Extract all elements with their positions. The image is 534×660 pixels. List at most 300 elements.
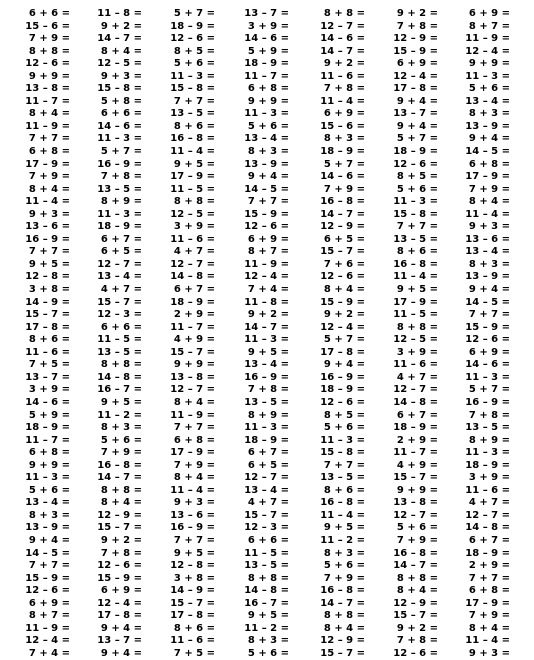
math-problem: 15 – 9 = [320, 296, 365, 308]
math-problem: 14 – 8 = [244, 585, 289, 597]
math-problem: 8 + 3 = [323, 547, 365, 559]
math-problem: 15 – 8 = [393, 208, 438, 220]
math-problem: 8 + 6 = [28, 334, 70, 346]
math-problem: 11 – 9 = [170, 409, 215, 421]
math-problem: 17 – 8 = [97, 610, 142, 622]
math-problem: 7 + 8 = [100, 547, 142, 559]
math-problem: 8 + 9 = [100, 196, 142, 208]
math-problem: 18 – 9 = [170, 20, 215, 32]
math-problem: 13 – 8 = [393, 497, 438, 509]
math-problem: 15 – 7 = [320, 647, 365, 659]
math-problem: 13 – 5 = [170, 108, 215, 120]
math-problem: 12 – 9 = [97, 509, 142, 521]
math-problem: 6 + 9 = [323, 108, 365, 120]
math-problem: 6 + 8 = [247, 83, 289, 95]
math-problem: 18 – 9 = [244, 58, 289, 70]
problem-column-4 [213, 8, 289, 660]
math-problem: 8 + 3 = [100, 422, 142, 434]
math-problem: 12 – 8 = [25, 271, 70, 283]
math-problem: 11 – 6 = [25, 346, 70, 358]
math-problem: 9 + 5 = [396, 284, 438, 296]
math-problem: 8 + 8 = [28, 45, 70, 57]
math-problem: 6 + 7 = [396, 409, 438, 421]
math-problem: 12 – 9 = [320, 635, 365, 647]
math-problem: 8 + 3 = [468, 108, 510, 120]
math-problem: 9 + 3 = [100, 70, 142, 82]
math-problem: 8 + 7 = [468, 20, 510, 32]
math-problem: 15 – 7 = [97, 522, 142, 534]
math-problem: 13 – 9 = [465, 120, 510, 132]
math-problem: 9 + 4 = [247, 171, 289, 183]
math-problem: 11 – 4 = [320, 509, 365, 521]
math-problem: 6 + 6 = [247, 534, 289, 546]
math-problem: 15 – 7 = [393, 610, 438, 622]
math-problem: 7 + 4 = [28, 647, 70, 659]
math-problem: 12 – 7 = [170, 384, 215, 396]
math-problem: 11 – 3 = [393, 196, 438, 208]
math-problem: 8 + 7 = [28, 610, 70, 622]
math-problem: 5 + 7 = [396, 133, 438, 145]
math-problem: 8 + 6 = [323, 484, 365, 496]
math-problem: 13 – 5 = [244, 396, 289, 408]
math-problem: 8 + 4 = [100, 45, 142, 57]
math-problem: 2 + 9 = [468, 560, 510, 572]
math-problem: 9 + 2 = [323, 58, 365, 70]
math-problem: 9 + 9 = [396, 484, 438, 496]
math-problem: 12 – 4 = [25, 635, 70, 647]
math-problem: 12 – 8 = [170, 560, 215, 572]
math-problem: 11 – 4 = [170, 484, 215, 496]
math-problem: 13 – 4 = [465, 95, 510, 107]
math-problem: 15 – 9 = [465, 321, 510, 333]
math-problem: 14 – 6 = [320, 171, 365, 183]
math-problem: 8 + 4 = [323, 284, 365, 296]
math-problem: 4 + 7 = [468, 497, 510, 509]
math-problem: 9 + 4 = [468, 284, 510, 296]
math-problem: 18 – 9 = [465, 459, 510, 471]
math-problem: 8 + 5 = [323, 409, 365, 421]
math-problem: 6 + 7 = [100, 233, 142, 245]
math-problem: 17 – 9 = [465, 171, 510, 183]
math-problem: 5 + 7 = [323, 158, 365, 170]
math-problem: 12 – 7 = [320, 20, 365, 32]
math-problem: 12 – 5 = [393, 334, 438, 346]
math-problem: 7 + 9 = [100, 447, 142, 459]
math-problem: 9 + 2 = [100, 20, 142, 32]
math-problem: 11 – 3 = [465, 447, 510, 459]
math-problem: 16 – 8 = [170, 133, 215, 145]
math-problem: 17 – 8 = [25, 321, 70, 333]
math-problem: 11 – 2 = [244, 622, 289, 634]
math-problem: 15 – 7 = [320, 246, 365, 258]
math-problem: 7 + 7 = [173, 95, 215, 107]
math-problem: 11 – 5 = [244, 547, 289, 559]
math-problem: 6 + 8 = [173, 434, 215, 446]
math-problem: 15 – 9 = [25, 572, 70, 584]
math-problem: 5 + 6 = [247, 120, 289, 132]
math-problem: 16 – 8 = [320, 497, 365, 509]
math-problem: 11 – 7 = [25, 434, 70, 446]
math-problem: 16 – 8 = [393, 258, 438, 270]
math-problem: 8 + 3 = [323, 133, 365, 145]
math-problem: 14 – 5 = [25, 547, 70, 559]
math-problem: 13 – 7 = [393, 108, 438, 120]
math-problem: 6 + 8 = [468, 585, 510, 597]
math-problem: 5 + 9 = [28, 409, 70, 421]
math-problem: 9 + 9 = [28, 459, 70, 471]
math-problem: 12 – 7 = [170, 258, 215, 270]
math-problem: 11 – 8 = [97, 8, 142, 19]
math-problem: 9 + 5 = [247, 346, 289, 358]
math-problem: 8 + 7 = [247, 246, 289, 258]
math-problem: 6 + 9 = [468, 346, 510, 358]
math-problem: 14 – 7 = [320, 208, 365, 220]
math-problem: 8 + 4 = [396, 585, 438, 597]
math-problem: 9 + 4 = [323, 359, 365, 371]
math-problem: 9 + 3 = [468, 221, 510, 233]
math-problem: 18 – 9 = [320, 384, 365, 396]
math-problem: 15 – 7 = [393, 472, 438, 484]
math-problem: 9 + 5 = [173, 547, 215, 559]
math-problem: 16 – 7 = [97, 384, 142, 396]
math-problem: 8 + 8 = [396, 572, 438, 584]
math-problem: 8 + 4 = [100, 497, 142, 509]
math-problem: 8 + 3 = [247, 635, 289, 647]
math-problem: 15 – 9 = [97, 572, 142, 584]
math-problem: 14 – 7 = [320, 597, 365, 609]
math-problem: 18 – 9 = [170, 296, 215, 308]
math-problem: 8 + 3 = [247, 146, 289, 158]
math-problem: 7 + 8 = [247, 384, 289, 396]
math-problem: 7 + 8 = [468, 409, 510, 421]
math-problem: 18 – 9 = [25, 422, 70, 434]
problem-column-5 [289, 8, 365, 660]
math-problem: 18 – 9 = [393, 422, 438, 434]
math-problem: 8 + 8 = [323, 8, 365, 19]
math-problem: 8 + 4 = [468, 196, 510, 208]
math-problem: 9 + 5 = [323, 522, 365, 534]
math-problem: 11 – 4 = [320, 95, 365, 107]
math-problem: 7 + 7 = [28, 560, 70, 572]
math-problem: 9 + 3 = [173, 497, 215, 509]
math-problem: 13 – 7 = [25, 371, 70, 383]
math-problem: 11 – 3 = [25, 472, 70, 484]
math-problem: 11 – 6 = [393, 359, 438, 371]
math-problem: 6 + 5 = [247, 459, 289, 471]
math-problem: 2 + 9 = [396, 434, 438, 446]
math-problem: 15 – 7 = [170, 346, 215, 358]
math-problem: 2 + 9 = [173, 309, 215, 321]
math-problem: 6 + 9 = [396, 58, 438, 70]
math-problem: 15 – 7 = [97, 296, 142, 308]
math-problem: 18 – 9 = [320, 146, 365, 158]
math-problem: 13 – 5 = [97, 346, 142, 358]
math-problem: 12 – 5 = [170, 208, 215, 220]
math-problem: 13 – 9 = [465, 271, 510, 283]
math-problem: 9 + 4 = [100, 647, 142, 659]
math-problem: 7 + 7 = [173, 422, 215, 434]
math-problem: 5 + 8 = [100, 95, 142, 107]
math-problem: 4 + 9 = [173, 334, 215, 346]
math-problem: 11 – 3 = [244, 334, 289, 346]
math-problem: 13 – 9 = [25, 522, 70, 534]
math-problem: 3 + 9 = [247, 20, 289, 32]
math-problem: 5 + 6 = [247, 647, 289, 659]
math-problem: 13 – 7 = [244, 8, 289, 19]
math-problem: 12 – 4 = [97, 597, 142, 609]
math-problem: 13 – 5 = [244, 560, 289, 572]
problem-column-6 [362, 8, 438, 660]
math-problem: 7 + 8 = [396, 20, 438, 32]
math-problem: 14 – 6 = [320, 33, 365, 45]
math-problem: 16 – 9 = [170, 522, 215, 534]
math-problem: 13 – 6 = [170, 509, 215, 521]
math-problem: 6 + 5 = [100, 246, 142, 258]
math-problem: 9 + 9 = [28, 70, 70, 82]
math-problem: 7 + 9 = [323, 183, 365, 195]
math-problem: 11 – 3 = [320, 434, 365, 446]
math-problem: 9 + 4 = [100, 622, 142, 634]
problem-column-2 [66, 8, 142, 660]
math-problem: 5 + 6 = [323, 422, 365, 434]
math-problem: 11 – 3 = [465, 70, 510, 82]
math-problem: 11 – 8 = [244, 296, 289, 308]
math-problem: 14 – 6 = [97, 120, 142, 132]
math-problem: 11 – 5 = [97, 334, 142, 346]
math-problem: 9 + 5 = [173, 158, 215, 170]
math-problem: 7 + 7 = [28, 133, 70, 145]
math-problem: 9 + 2 = [100, 534, 142, 546]
math-problem: 6 + 8 = [28, 447, 70, 459]
math-problem: 11 – 7 = [170, 321, 215, 333]
math-problem: 7 + 9 = [28, 33, 70, 45]
math-problem: 14 – 7 = [97, 472, 142, 484]
math-problem: 7 + 9 = [323, 572, 365, 584]
math-problem: 5 + 6 = [323, 560, 365, 572]
math-problem: 14 – 6 = [25, 396, 70, 408]
math-problem: 11 – 3 = [97, 208, 142, 220]
math-problem: 13 – 7 = [97, 635, 142, 647]
math-problem: 6 + 6 = [28, 8, 70, 19]
math-problem: 6 + 9 = [247, 233, 289, 245]
math-problem: 11 – 7 = [393, 447, 438, 459]
math-problem: 9 + 5 = [28, 258, 70, 270]
math-problem: 6 + 6 = [100, 321, 142, 333]
math-problem: 8 + 8 = [396, 321, 438, 333]
math-problem: 9 + 4 = [396, 120, 438, 132]
math-problem: 9 + 9 = [173, 359, 215, 371]
math-problem: 11 – 9 = [25, 120, 70, 132]
math-problem: 8 + 4 = [28, 108, 70, 120]
math-problem: 8 + 4 = [323, 622, 365, 634]
math-problem: 7 + 5 = [28, 359, 70, 371]
math-problem: 12 – 7 = [244, 472, 289, 484]
math-problem: 16 – 7 = [244, 597, 289, 609]
math-problem: 14 – 8 = [170, 271, 215, 283]
math-problem: 8 + 6 = [173, 622, 215, 634]
math-problem: 13 – 4 = [97, 271, 142, 283]
math-problem: 5 + 6 = [396, 522, 438, 534]
math-problem: 8 + 8 = [247, 572, 289, 584]
math-problem: 3 + 9 = [173, 221, 215, 233]
math-problem: 13 – 4 = [244, 484, 289, 496]
math-problem: 18 – 9 = [393, 146, 438, 158]
math-problem: 14 – 5 = [465, 296, 510, 308]
math-problem: 11 – 5 = [393, 309, 438, 321]
math-problem: 14 – 6 = [465, 359, 510, 371]
math-problem: 15 – 7 = [244, 509, 289, 521]
math-problem: 16 – 8 = [320, 196, 365, 208]
math-problem: 6 + 9 = [28, 597, 70, 609]
math-problem: 4 + 7 = [247, 497, 289, 509]
math-problem: 11 – 3 = [465, 371, 510, 383]
math-problem: 13 – 6 = [465, 233, 510, 245]
math-problem: 12 – 3 = [97, 309, 142, 321]
math-problem: 5 + 6 = [468, 83, 510, 95]
math-problem: 12 – 6 = [25, 58, 70, 70]
math-problem: 14 – 8 = [393, 396, 438, 408]
math-problem: 15 – 9 = [393, 45, 438, 57]
math-problem: 7 + 9 = [468, 183, 510, 195]
math-problem: 18 – 9 = [244, 434, 289, 446]
math-problem: 7 + 4 = [247, 284, 289, 296]
math-problem: 11 – 4 = [25, 196, 70, 208]
math-problem: 14 – 7 = [393, 560, 438, 572]
math-problem: 9 + 5 = [100, 396, 142, 408]
math-problem: 12 – 6 = [393, 647, 438, 659]
math-problem: 11 – 3 = [97, 133, 142, 145]
math-problem: 12 – 6 = [244, 221, 289, 233]
math-problem: 14 – 8 = [465, 522, 510, 534]
math-problem: 8 + 9 = [468, 434, 510, 446]
math-problem: 9 + 5 = [247, 610, 289, 622]
math-problem: 13 – 8 = [25, 83, 70, 95]
math-problem: 8 + 4 = [173, 472, 215, 484]
math-problem: 12 – 4 = [320, 321, 365, 333]
math-problem: 9 + 9 = [468, 58, 510, 70]
math-problem: 15 – 8 = [170, 83, 215, 95]
math-problem: 3 + 8 = [28, 284, 70, 296]
math-problem: 11 – 2 = [320, 534, 365, 546]
math-problem: 16 – 9 = [244, 371, 289, 383]
math-problem: 14 – 6 = [244, 33, 289, 45]
math-problem: 5 + 6 = [396, 183, 438, 195]
math-problem: 11 – 6 = [170, 233, 215, 245]
math-problem: 11 – 4 = [170, 146, 215, 158]
math-problem: 13 – 4 = [465, 246, 510, 258]
math-problem: 8 + 6 = [173, 120, 215, 132]
math-problem: 14 – 7 = [97, 33, 142, 45]
math-problem: 7 + 7 = [173, 534, 215, 546]
math-problem: 6 + 9 = [468, 8, 510, 19]
math-problem: 15 – 7 = [170, 597, 215, 609]
math-problem: 11 – 3 = [170, 70, 215, 82]
math-problem: 13 – 9 = [244, 158, 289, 170]
math-problem: 16 – 8 = [97, 459, 142, 471]
math-problem: 8 + 4 = [468, 622, 510, 634]
math-problem: 13 – 8 = [170, 371, 215, 383]
math-problem: 5 + 9 = [247, 45, 289, 57]
math-problem: 15 – 8 = [97, 83, 142, 95]
math-problem: 12 – 7 = [97, 258, 142, 270]
math-problem: 7 + 5 = [173, 647, 215, 659]
math-problem: 17 – 8 = [393, 83, 438, 95]
math-problem: 9 + 2 = [323, 309, 365, 321]
math-problem: 7 + 7 = [468, 309, 510, 321]
math-problem: 6 + 6 = [100, 108, 142, 120]
math-problem: 14 – 8 = [97, 371, 142, 383]
math-problem: 11 – 4 = [465, 208, 510, 220]
math-problem: 9 + 3 = [468, 647, 510, 659]
math-problem: 11 – 7 = [25, 95, 70, 107]
math-problem: 12 – 4 = [244, 271, 289, 283]
math-problem: 12 – 4 = [465, 45, 510, 57]
math-problem: 11 – 6 = [170, 635, 215, 647]
math-problem: 11 – 6 = [320, 70, 365, 82]
math-problem: 7 + 7 = [396, 221, 438, 233]
math-problem: 3 + 9 = [396, 346, 438, 358]
math-problem: 11 – 4 = [393, 271, 438, 283]
math-problem: 9 + 2 = [396, 622, 438, 634]
math-problem: 6 + 7 = [247, 447, 289, 459]
math-problem: 11 – 4 = [465, 635, 510, 647]
math-problem: 12 – 4 = [393, 70, 438, 82]
math-problem: 17 – 9 = [25, 158, 70, 170]
math-problem: 8 + 5 = [173, 45, 215, 57]
math-problem: 8 + 3 = [28, 509, 70, 521]
math-problem: 14 – 7 = [244, 321, 289, 333]
math-problem: 17 – 9 = [170, 447, 215, 459]
math-problem: 12 – 6 = [320, 396, 365, 408]
math-problem: 12 – 9 = [393, 597, 438, 609]
math-problem: 16 – 8 = [393, 547, 438, 559]
math-problem: 16 – 8 = [320, 585, 365, 597]
math-problem: 14 – 5 = [465, 146, 510, 158]
math-problem: 16 – 9 = [97, 158, 142, 170]
math-problem: 8 + 9 = [247, 409, 289, 421]
math-problem: 11 – 3 = [244, 422, 289, 434]
math-problem: 8 + 5 = [396, 171, 438, 183]
math-problem: 15 – 6 = [25, 20, 70, 32]
math-problem: 6 + 9 = [100, 585, 142, 597]
math-problem: 11 – 9 = [465, 33, 510, 45]
math-problem: 11 – 7 = [244, 70, 289, 82]
math-problem: 8 + 3 = [468, 258, 510, 270]
math-problem: 13 – 6 = [25, 221, 70, 233]
math-problem: 14 – 7 = [320, 45, 365, 57]
math-problem: 8 + 6 = [396, 246, 438, 258]
math-problem: 8 + 8 = [100, 484, 142, 496]
math-problem: 5 + 7 = [173, 8, 215, 19]
math-problem: 16 – 9 = [25, 233, 70, 245]
math-problem: 9 + 4 = [468, 133, 510, 145]
math-problem: 17 – 8 = [320, 346, 365, 358]
math-problem: 12 – 9 = [320, 221, 365, 233]
math-problem: 7 + 7 = [28, 246, 70, 258]
math-problem: 6 + 8 = [28, 146, 70, 158]
math-problem: 8 + 8 = [100, 359, 142, 371]
math-problem: 13 – 5 = [320, 472, 365, 484]
math-problem: 13 – 5 = [97, 183, 142, 195]
math-problem: 4 + 7 = [396, 371, 438, 383]
math-problem: 11 – 6 = [465, 484, 510, 496]
math-problem: 7 + 9 = [173, 459, 215, 471]
math-problem: 9 + 2 = [396, 8, 438, 19]
math-problem: 17 – 8 = [170, 610, 215, 622]
math-problem: 18 – 9 = [97, 221, 142, 233]
math-problem: 12 – 6 = [170, 33, 215, 45]
math-problem: 12 – 3 = [244, 522, 289, 534]
